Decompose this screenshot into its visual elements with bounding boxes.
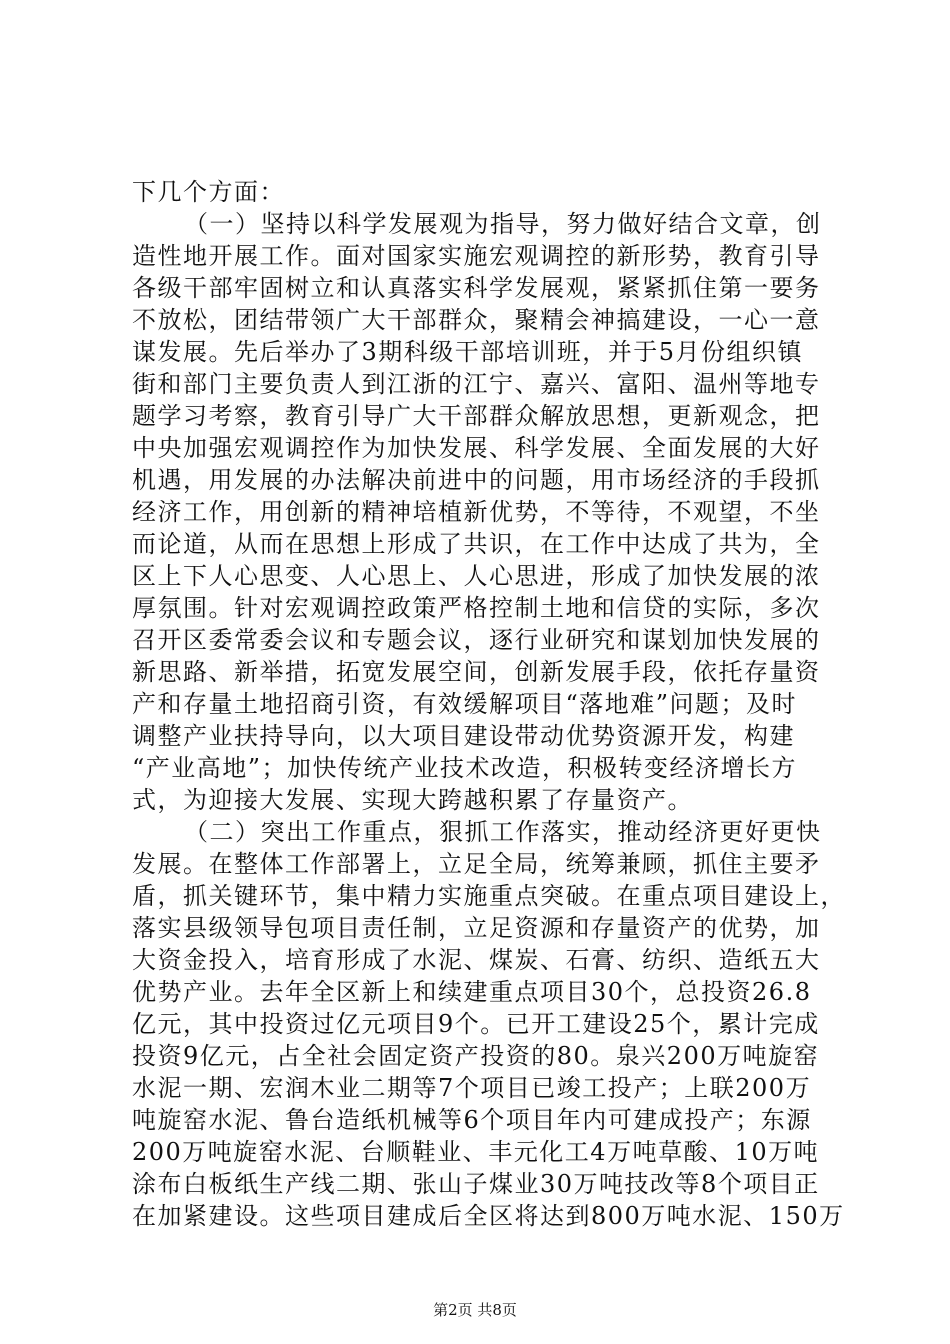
text-line: 题学习考察，教育引导广大干部群众解放思想，更新观念，把 [132, 402, 821, 430]
text-line: 各级干部牢固树立和认真落实科学发展观，紧紧抓住第一要务 [132, 274, 821, 302]
text-line: 在加紧建设。这些项目建成后全区将达到800万吨水泥、150万 [132, 1202, 845, 1230]
text-line: 投资9亿元，占全社会固定资产投资的80。泉兴200万吨旋窑 [132, 1042, 820, 1070]
text-line: 发展。在整体工作部署上，立足全局，统筹兼顾，抓住主要矛 [132, 850, 821, 878]
text-line: 200万吨旋窑水泥、台顺鞋业、丰元化工4万吨草酸、10万吨 [132, 1138, 820, 1166]
text-line: 区上下人心思变、人心思上、人心思进，形成了加快发展的浓 [132, 562, 821, 590]
text-line: “产业高地”；加快传统产业技术改造，积极转变经济增长方 [132, 754, 798, 782]
text-line: 下几个方面： [132, 178, 285, 206]
text-line: 新思路、新举措，拓宽发展空间，创新发展手段，依托存量资 [132, 658, 821, 686]
text-line: 落实县级领导包项目责任制，立足资源和存量资产的优势，加 [132, 914, 821, 942]
text-line: 涂布白板纸生产线二期、张山子煤业30万吨技改等8个项目正 [132, 1170, 820, 1198]
text-line: 机遇，用发展的办法解决前进中的问题，用市场经济的手段抓 [132, 466, 821, 494]
document-body [132, 176, 846, 1232]
text-line: 盾，抓关键环节，集中精力实施重点突破。在重点项目建设上， [132, 882, 846, 910]
text-line: 大资金投入，培育形成了水泥、煤炭、石膏、纺织、造纸五大 [132, 946, 821, 974]
page-number-footer: 第2页 共8页 [433, 1301, 517, 1319]
text-line: 水泥一期、宏润木业二期等7个项目已竣工投产；上联200万 [132, 1074, 812, 1102]
text-line: 不放松，团结带领广大干部群众，聚精会神搞建设，一心一意 [132, 306, 821, 334]
text-line: 亿元，其中投资过亿元项目9个。已开工建设25个，累计完成 [132, 1010, 820, 1038]
text-line: 吨旋窑水泥、鲁台造纸机械等6个项目年内可建成投产；东源 [132, 1106, 812, 1134]
paragraph-start-line: （一）坚持以科学发展观为指导，努力做好结合文章，创 [184, 210, 822, 238]
text-line: 经济工作，用创新的精神培植新优势，不等待，不观望，不坐 [132, 498, 821, 526]
paragraph-start-line: （二）突出工作重点，狠抓工作落实，推动经济更好更快 [184, 818, 822, 846]
text-line: 街和部门主要负责人到江浙的江宁、嘉兴、富阳、温州等地专 [132, 370, 821, 398]
text-line: 厚氛围。针对宏观调控政策严格控制土地和信贷的实际，多次 [132, 594, 821, 622]
text-line: 优势产业。去年全区新上和续建重点项目30个，总投资26.8 [132, 978, 812, 1006]
text-line: 谋发展。先后举办了3期科级干部培训班，并于5月份组织镇 [132, 338, 804, 366]
text-line: 调整产业扶持导向，以大项目建设带动优势资源开发，构建 [132, 722, 795, 750]
text-line: 式，为迎接大发展、实现大跨越积累了存量资产。 [132, 786, 693, 814]
text-line: 中央加强宏观调控作为加快发展、科学发展、全面发展的大好 [132, 434, 821, 462]
text-line: 而论道，从而在思想上形成了共识，在工作中达成了共为，全 [132, 530, 821, 558]
text-line: 造性地开展工作。面对国家实施宏观调控的新形势，教育引导 [132, 242, 821, 270]
text-line: 产和存量土地招商引资，有效缓解项目“落地难”问题；及时 [132, 690, 798, 718]
text-line: 召开区委常委会议和专题会议，逐行业研究和谋划加快发展的 [132, 626, 821, 654]
